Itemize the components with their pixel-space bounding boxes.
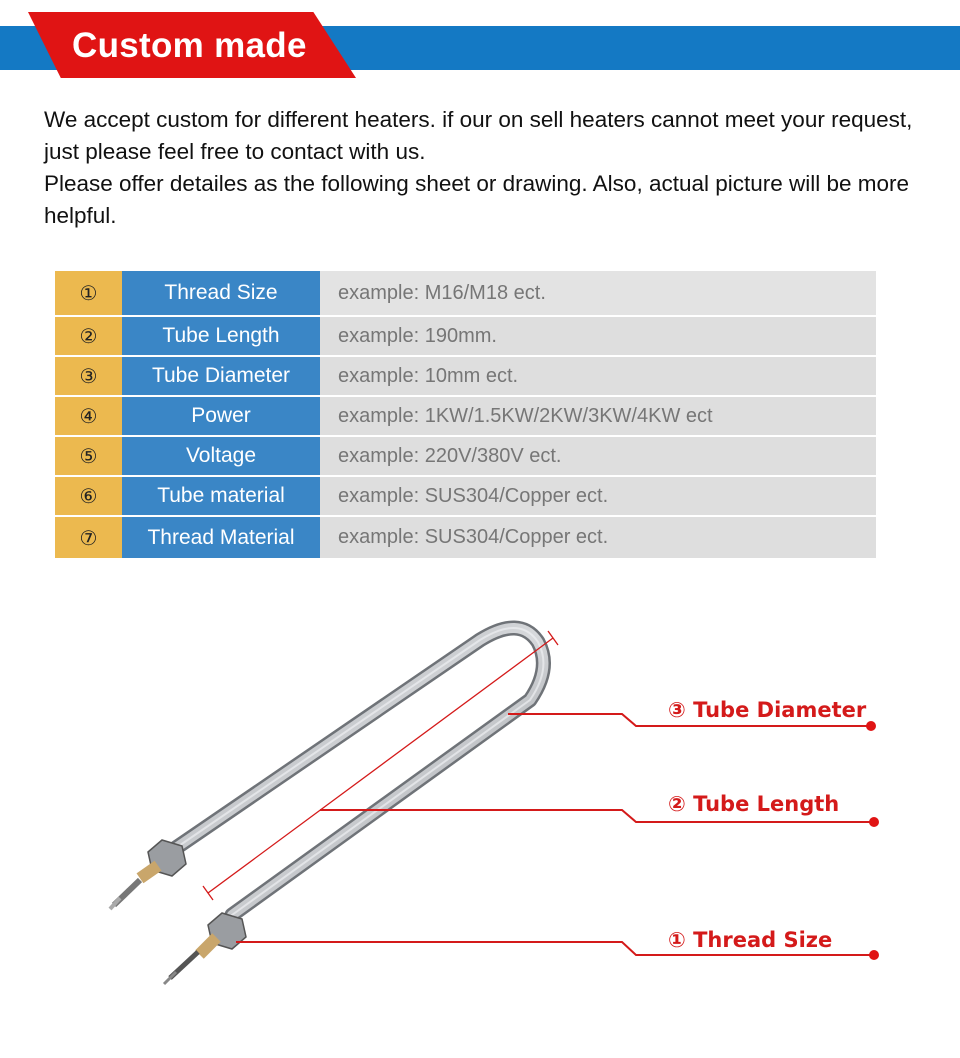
- thread-size-callout: ① Thread Size: [668, 928, 833, 952]
- intro-line-2: Please offer detailes as the following sheet or drawing. Also, actual picture will be more helpful.: [44, 171, 910, 228]
- row-example: example: SUS304/Copper ect.: [320, 477, 876, 515]
- table-row: [55, 317, 876, 355]
- row-number: ⑦: [55, 517, 122, 558]
- table-row: [55, 357, 876, 395]
- tube-diameter-callout: ③ Tube Diameter: [668, 698, 867, 722]
- row-parameter: Tube material: [122, 477, 320, 515]
- row-parameter: Thread Size: [122, 271, 320, 315]
- row-example: example: SUS304/Copper ect.: [320, 517, 876, 558]
- row-example: example: 1KW/1.5KW/2KW/3KW/4KW ect: [320, 397, 876, 435]
- length-dimension-icon: [203, 631, 558, 900]
- row-example: example: 190mm.: [320, 317, 876, 355]
- row-parameter: Tube Length: [122, 317, 320, 355]
- callout-dots: [866, 721, 879, 960]
- row-parameter: Tube Diameter: [122, 357, 320, 395]
- tube-length-callout: ② Tube Length: [668, 792, 840, 816]
- row-number: ③: [55, 357, 122, 395]
- table-row: [55, 477, 876, 515]
- table-row: [55, 517, 876, 558]
- row-example: example: 10mm ect.: [320, 357, 876, 395]
- row-number: ⑥: [55, 477, 122, 515]
- lower-nut-icon: [164, 913, 246, 984]
- row-number: ④: [55, 397, 122, 435]
- heater-illustration: [0, 600, 960, 1053]
- intro-line-1: We accept custom for different heaters. if our on sell heaters cannot meet your request, just please feel free to contact with us.: [44, 107, 913, 164]
- row-example: example: M16/M18 ect.: [320, 271, 876, 315]
- row-number: ⑤: [55, 437, 122, 475]
- spec-table: [55, 271, 876, 558]
- row-parameter: Thread Material: [122, 517, 320, 558]
- row-parameter: Power: [122, 397, 320, 435]
- table-row: [55, 437, 876, 475]
- table-row: [55, 397, 876, 435]
- row-number: ①: [55, 271, 122, 315]
- row-number: ②: [55, 317, 122, 355]
- row-parameter: Voltage: [122, 437, 320, 475]
- intro-text: [44, 104, 924, 232]
- page-title: Custom made: [72, 26, 307, 65]
- table-row: [55, 271, 876, 315]
- row-example: example: 220V/380V ect.: [320, 437, 876, 475]
- upper-nut-icon: [110, 840, 186, 909]
- heater-tube: [170, 628, 543, 915]
- heater-diagram: [0, 600, 960, 1053]
